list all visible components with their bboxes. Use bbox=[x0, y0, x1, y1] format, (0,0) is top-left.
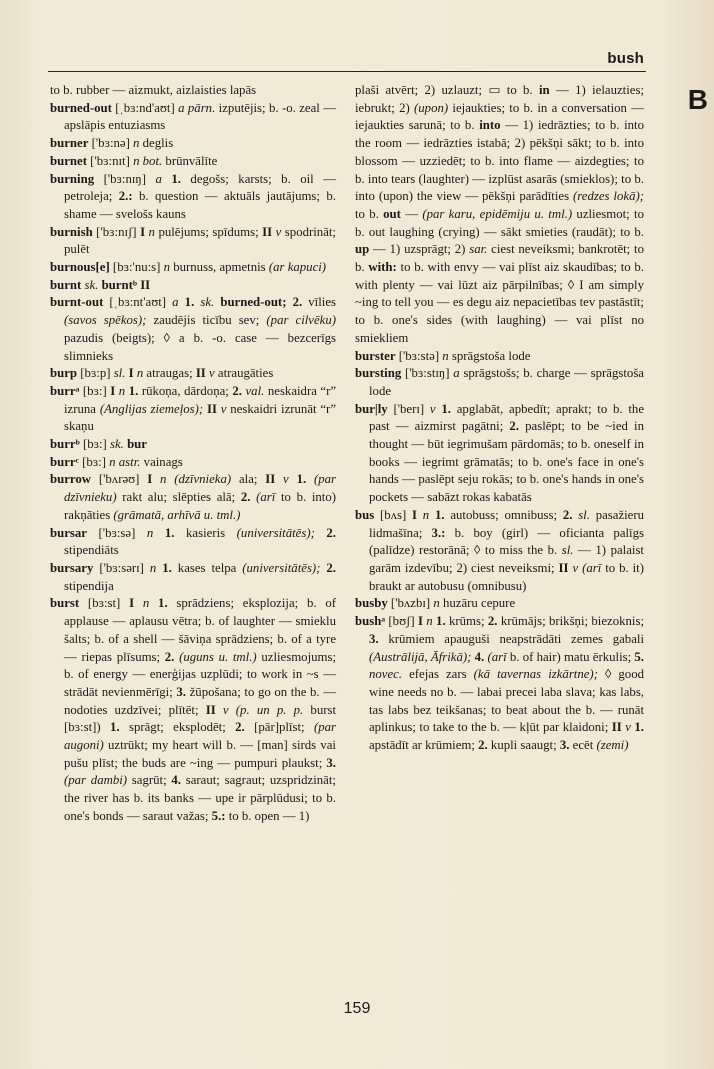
entry-text: pazudis (beigts); ◊ a b. -o. case — bezcerīgs slimnieks bbox=[64, 330, 336, 363]
bold-text: bursar bbox=[50, 525, 87, 540]
entry-text: [bʊʃ] bbox=[385, 614, 418, 629]
entry-text: [bɜ:] bbox=[79, 437, 110, 452]
italic-text: (arī bbox=[582, 560, 602, 575]
italic-text: v bbox=[625, 720, 631, 735]
italic-text: n bbox=[163, 260, 171, 275]
entry-text: sprāgt; eksplodēt; bbox=[119, 720, 236, 735]
bold-text: 1. bbox=[110, 720, 120, 735]
entry-text: ['bɜ:sərɪ] bbox=[93, 560, 150, 575]
italic-text: a pārn. bbox=[178, 100, 216, 115]
entry-text: ['bɜ:nɪŋ] bbox=[94, 171, 156, 186]
italic-text: novec. bbox=[369, 667, 403, 682]
italic-text: (ar kapuci) bbox=[268, 260, 327, 275]
entry-text: zaudējis ticību sev; bbox=[146, 313, 267, 328]
dictionary-entry bbox=[50, 294, 336, 365]
italic-text: (upon) bbox=[414, 100, 449, 115]
italic-text: (par cilvēku) bbox=[266, 313, 337, 328]
entry-text: deglis bbox=[139, 136, 174, 151]
entry-text: autobuss; omnibuss; bbox=[444, 507, 563, 522]
bold-text: 2. bbox=[326, 560, 337, 575]
entry-text bbox=[306, 472, 314, 486]
bold-text: busby bbox=[355, 596, 388, 611]
entry-text: [bɜ:] bbox=[79, 383, 111, 398]
bold-text: 1. bbox=[441, 401, 451, 416]
right-column bbox=[355, 82, 644, 755]
entry-text: b. question — aktuāls jautājums; b. shame — svelošs kauns bbox=[64, 189, 336, 221]
dictionary-entry bbox=[355, 365, 644, 400]
bold-text: 1. bbox=[128, 383, 139, 398]
entry-text: to b. into) rakņāties bbox=[64, 490, 337, 522]
italic-text: v bbox=[572, 560, 579, 575]
dictionary-entry bbox=[50, 135, 336, 153]
italic-text: (kā tavernas izkārtne); bbox=[473, 667, 598, 682]
italic-text: (universitātēs); bbox=[236, 525, 315, 540]
bold-text: II bbox=[611, 720, 622, 735]
bold-text: in bbox=[538, 83, 550, 97]
entry-text: burnuss, apmetnis bbox=[170, 260, 269, 275]
bold-text: II bbox=[205, 702, 216, 717]
entry-text: ['bɜ:sə] bbox=[86, 525, 147, 540]
bold-text: I bbox=[129, 596, 135, 611]
entry-text: kasieris bbox=[174, 525, 237, 540]
entry-text: [ˌbɜ:nt'aʊt] bbox=[103, 295, 173, 310]
running-head: bush bbox=[607, 50, 644, 67]
entry-text: sprāgstošs; b. charge — sprāgstoša lode bbox=[369, 366, 644, 398]
entry-text: spodrināt; pulēt bbox=[64, 224, 336, 257]
entry-text: žūpošana; to go on the b. — nodoties uzdzīvei; plītēt; bbox=[64, 684, 336, 717]
italic-text: n bbox=[148, 224, 155, 239]
entry-text: — 1) iedrāzties; to b. into the room — iedrāzties istabā; 2) pēkšņi sākt; to b. into blossom — uzziedēt; to b. into flame — aizdegties; to b. into tears (laughter) — izplūst asarās (smieklos); to b. into (upon) the view — pēkšņi parādīties bbox=[355, 118, 644, 204]
entry-text: ['bɜ:stɪŋ] bbox=[401, 366, 454, 381]
bold-text: 4. bbox=[171, 773, 181, 788]
dictionary-entry bbox=[50, 436, 336, 454]
bold-text: 1. bbox=[436, 614, 446, 629]
entry-text: ['bɜ:nɪt] bbox=[86, 153, 134, 168]
bold-text: 2. bbox=[509, 419, 519, 434]
bold-text: burned-out; bbox=[220, 295, 287, 310]
entry-text: uzliesmojums; b. of energy — enerģijas uzplūdi; to work in ~s — strādāt nevienmērīgi; bbox=[64, 649, 337, 699]
bold-text: burning bbox=[50, 171, 95, 186]
entry-text: to b. bbox=[355, 206, 384, 221]
bold-text: 1. bbox=[158, 596, 168, 611]
entry-text: [bɜ:st] bbox=[79, 596, 130, 611]
italic-text: (Anglijas ziemeļos); bbox=[99, 401, 204, 416]
italic-text: (p. un p. p. bbox=[235, 702, 304, 717]
italic-text: n bbox=[426, 614, 433, 629]
dictionary-entry bbox=[50, 383, 336, 436]
dictionary-entry bbox=[355, 507, 644, 596]
entry-text: krūmājs; brikšņi; biezoknis; bbox=[497, 614, 644, 629]
entry-text: huzāru cepure bbox=[439, 596, 516, 611]
italic-text: n bbox=[149, 560, 157, 575]
entry-continuation bbox=[50, 82, 336, 100]
entry-text bbox=[153, 526, 165, 540]
italic-text: v bbox=[429, 401, 436, 416]
italic-text: (par dambi) bbox=[64, 773, 128, 788]
italic-text: (grāmatā, arhīvā u. tml.) bbox=[113, 507, 241, 522]
italic-text: (par augoni) bbox=[64, 720, 336, 753]
entry-text: uztrūkt; my heart will b. — [man] sirds vai pušu plīst; the buds are ~ing — pumpuri plaukst; bbox=[64, 738, 336, 770]
bold-text: burntᵇ II bbox=[101, 277, 151, 292]
page-number: 159 bbox=[343, 1000, 371, 1017]
bold-text: burrow bbox=[50, 472, 92, 487]
bold-text: into bbox=[479, 118, 501, 133]
entry-text: [bɜ:] bbox=[78, 454, 110, 469]
italic-text: sk. bbox=[110, 437, 124, 452]
bold-text: II bbox=[195, 366, 206, 381]
bold-text: burned-out bbox=[50, 100, 112, 115]
entry-text: ◊ good wine needs no b. — labai precei laba slava; kas labs, tas labs bez teikšanas; to beat about the b. — runāt aplinkus; to take to the b. — kļūt par klaidoni; bbox=[369, 667, 644, 735]
bold-text: burnt-out bbox=[50, 295, 104, 310]
entry-text: ['bʌzbɪ] bbox=[387, 596, 434, 611]
italic-text: (Austrālijā, Āfrikā); bbox=[369, 649, 472, 664]
italic-text: sl. bbox=[561, 543, 574, 558]
bold-text: 2.: bbox=[118, 189, 133, 204]
italic-text: n bbox=[146, 525, 154, 540]
italic-text: n bbox=[442, 348, 449, 363]
bold-text: up bbox=[355, 242, 370, 257]
italic-text: v bbox=[222, 702, 229, 717]
italic-text: sk. bbox=[200, 295, 215, 310]
dictionary-entry bbox=[355, 348, 644, 366]
bold-text: 1. bbox=[162, 560, 172, 575]
entry-text: to b. it) braukt ar autobusu (omnibusu) bbox=[369, 560, 644, 593]
italic-text: sk. bbox=[84, 277, 99, 292]
bold-text: out bbox=[383, 206, 401, 221]
entry-text bbox=[315, 526, 327, 540]
bold-text: 1. bbox=[296, 472, 307, 487]
bold-text: I bbox=[147, 472, 153, 487]
entry-text: krūmiem apauguši neapstrādāti zemes gabali bbox=[378, 631, 644, 646]
bold-text: II bbox=[262, 224, 273, 239]
dictionary-entry bbox=[50, 454, 336, 472]
entry-text bbox=[216, 703, 223, 717]
italic-text: n bbox=[118, 383, 126, 398]
dictionary-entry bbox=[355, 401, 644, 507]
bold-text: I bbox=[128, 366, 134, 381]
entry-text: neskaidra “r” izruna bbox=[64, 383, 337, 416]
letter-tab: B bbox=[687, 84, 708, 115]
bold-text: burner bbox=[50, 136, 89, 151]
left-column bbox=[50, 82, 336, 826]
bold-text: burster bbox=[355, 348, 396, 363]
entry-text: atraugāties bbox=[214, 366, 274, 381]
bold-text: 2. bbox=[326, 525, 336, 540]
bold-text: burnish bbox=[50, 224, 93, 239]
italic-text: v bbox=[220, 401, 227, 416]
bold-text: I bbox=[412, 507, 418, 522]
bold-text: 1. bbox=[171, 171, 181, 186]
italic-text: n bot. bbox=[133, 153, 163, 168]
bold-text: bushᵃ bbox=[355, 614, 386, 629]
italic-text: n bbox=[142, 596, 150, 611]
italic-text: n bbox=[160, 472, 167, 487]
entry-text: apglabāt, apbedīt; aprakt; to b. the past — aizmirst pagātni; bbox=[369, 401, 644, 434]
bold-text: 2. bbox=[232, 383, 242, 398]
entry-text: ['bʌrəʊ] bbox=[91, 472, 148, 487]
entry-text: [bʌs] bbox=[374, 507, 413, 522]
entry-text: [pār]plīst; bbox=[244, 720, 314, 735]
italic-text: (savos spēkos); bbox=[64, 313, 147, 328]
italic-text: (arī bbox=[487, 649, 507, 664]
dictionary-entry bbox=[50, 100, 336, 135]
bold-text: II bbox=[558, 560, 569, 575]
dictionary-entry bbox=[50, 153, 336, 171]
bold-text: 2. bbox=[164, 649, 175, 664]
italic-text: n bbox=[422, 507, 430, 522]
bold-text: burnt bbox=[50, 277, 82, 292]
entry-text: ecēt bbox=[569, 738, 597, 753]
entry-text: pulējums; spīdums; bbox=[154, 224, 263, 239]
entry-text: sagrūt; bbox=[127, 773, 172, 788]
italic-text: (zemi) bbox=[596, 738, 629, 753]
bold-text: 2. bbox=[562, 507, 573, 522]
bold-text: I bbox=[110, 383, 116, 398]
italic-text: a bbox=[453, 366, 460, 381]
italic-text: v bbox=[275, 224, 282, 239]
entry-text bbox=[152, 472, 160, 486]
bold-text: burp bbox=[50, 366, 78, 381]
bold-text: II bbox=[206, 401, 217, 416]
entry-text: brūnvālīte bbox=[162, 153, 218, 168]
italic-text: sl. bbox=[113, 366, 126, 381]
bold-text: 3. bbox=[176, 684, 187, 699]
bold-text: burrᵃ bbox=[50, 383, 80, 398]
bold-text: bur bbox=[127, 437, 147, 452]
dictionary-entry bbox=[50, 525, 336, 560]
italic-text: n bbox=[133, 136, 140, 151]
entry-text bbox=[229, 703, 236, 717]
entry-text: sprāgstoša lode bbox=[448, 348, 531, 363]
italic-text: (arī bbox=[256, 490, 276, 505]
bold-text: 3. bbox=[559, 738, 570, 753]
entry-text: ala; bbox=[231, 472, 266, 487]
dictionary-entry bbox=[50, 259, 336, 277]
italic-text: sar. bbox=[469, 242, 488, 257]
entry-text bbox=[162, 172, 171, 186]
entry-text: paslēpt; to be ~ied in thought — būt iegrimušam pārdomās; to b. oneself in books — iegrimt grāmatās; to b. one's face in one's hands — paslēpt seju rokās; to b. one's hands in one's pockets — sabāzt rokas kabatās bbox=[369, 419, 645, 505]
entry-text: rūkoņa, dārdoņa; bbox=[138, 383, 233, 398]
italic-text: val. bbox=[245, 383, 265, 398]
entry-continuation bbox=[355, 82, 644, 348]
entry-text bbox=[134, 596, 143, 610]
bold-text: 2. bbox=[240, 490, 251, 505]
entry-text: pasažieru lidmašīna; bbox=[369, 507, 645, 540]
entry-text: ciest neveiksmi; bankrotēt; to b. bbox=[355, 242, 644, 275]
entry-text: to b. with envy — vai plīst aiz skaudības; to b. with plenty — vai lūzt aiz pārpilnības; ◊ I am simply ~ing to tell you — es degu aiz nepacietības tev pastāstīt; to b. one's sides (with laughing) — vai plīst no smiekliem bbox=[355, 260, 645, 345]
italic-text: a bbox=[172, 295, 179, 310]
bold-text: burnous[e] bbox=[50, 260, 110, 275]
bold-text: burnet bbox=[50, 153, 87, 168]
dictionary-entry bbox=[50, 277, 336, 295]
entry-text: stipendija bbox=[64, 578, 114, 593]
bold-text: 5.: bbox=[211, 808, 226, 823]
bold-text: 2. bbox=[235, 720, 245, 735]
bold-text: 2. bbox=[487, 614, 498, 629]
dictionary-entry bbox=[50, 471, 336, 524]
entry-text bbox=[149, 596, 158, 610]
bold-text: bursary bbox=[50, 560, 94, 575]
header-rule bbox=[48, 71, 646, 72]
entry-text: krūms; bbox=[445, 614, 488, 629]
italic-text: n bbox=[136, 366, 144, 381]
entry-text: sprādziens; eksplozija; b. of applause — aplausu vētra; b. of laughter — smieklu šalts; b. of a shell — šāviņa sprādziens; b. of a tyre — riepas plīsums; bbox=[64, 596, 337, 664]
dictionary-entry bbox=[355, 595, 644, 613]
italic-text: (par karu, epidēmiju u. tml.) bbox=[422, 206, 573, 221]
bold-text: 1. bbox=[634, 720, 644, 735]
italic-text: v bbox=[283, 472, 289, 487]
bold-text: 2. bbox=[292, 295, 303, 310]
bold-text: bursting bbox=[355, 366, 402, 381]
entry-text: plaši atvērt; 2) uzlauzt; ▭ to b. bbox=[355, 83, 539, 97]
entry-text: ['berɪ] bbox=[387, 401, 430, 416]
italic-text: n astr. bbox=[109, 454, 141, 469]
entry-text: kupli saaugt; bbox=[487, 738, 560, 753]
bold-text: 2. bbox=[478, 738, 488, 753]
entry-text: apstādīt ar krūmiem; bbox=[369, 738, 479, 753]
dictionary-entry bbox=[50, 560, 336, 595]
dictionary-entry bbox=[50, 171, 336, 224]
italic-text: v bbox=[209, 366, 215, 381]
entry-text: uzliesmot; to b. out laughing (crying) — sākt smieties (raudāt); to b. bbox=[355, 206, 644, 239]
entry-text: [bɜ:'nu:s] bbox=[109, 260, 164, 275]
entry-text: efejas zars bbox=[402, 667, 474, 682]
dictionary-entry bbox=[355, 613, 644, 755]
entry-text: ['bɜ:stə] bbox=[395, 348, 443, 363]
italic-text: (redzes lokā); bbox=[573, 189, 644, 204]
entry-text: degošs; karsts; b. oil — petroleja; bbox=[64, 171, 336, 204]
entry-text: ['bɜ:nɪʃ] bbox=[92, 224, 141, 239]
bold-text: 1. bbox=[184, 295, 195, 310]
bold-text: 3. bbox=[326, 755, 336, 770]
bold-text: 4. bbox=[474, 649, 485, 664]
italic-text: (dzīvnieka) bbox=[174, 472, 232, 487]
entry-text: rakt alu; slēpties alā; bbox=[116, 490, 241, 505]
bold-text: bus bbox=[355, 507, 375, 522]
entry-text: b. boy (girl) — oficianta palīgs (palīdze) restorānā; ◊ to miss the b. bbox=[369, 525, 644, 558]
bold-text: 3. bbox=[369, 631, 379, 646]
bold-text: 1. bbox=[434, 507, 445, 522]
bold-text: burrᶜ bbox=[50, 454, 79, 469]
italic-text: (uguns u. tml.) bbox=[179, 649, 257, 664]
dictionary-entry bbox=[50, 224, 336, 259]
entry-text: izputējis; b. -o. zeal — apslāpis entuziasms bbox=[64, 100, 336, 133]
entry-text: stipendiāts bbox=[64, 543, 119, 558]
dictionary-entry bbox=[50, 595, 336, 825]
italic-text: a bbox=[155, 171, 162, 186]
entry-text: vīlies bbox=[302, 295, 336, 310]
bold-text: bur|ly bbox=[355, 401, 388, 416]
entry-text: atraugas; bbox=[143, 366, 196, 381]
italic-text: n bbox=[433, 596, 440, 611]
bold-text: burst bbox=[50, 596, 80, 611]
bold-text: burrᵇ bbox=[50, 437, 80, 452]
entry-text: [bɜ:p] bbox=[77, 366, 114, 381]
entry-text: iejaukties; to b. in a conversation — iejaukties sarunā; to b. bbox=[355, 100, 644, 133]
bold-text: I bbox=[417, 614, 423, 629]
entry-text: vainags bbox=[140, 454, 183, 469]
entry-text: — 1) uzsprāgt; 2) bbox=[369, 242, 470, 257]
entry-text: [ˌbɜ:nd'aʊt] bbox=[111, 100, 179, 115]
entry-text: b. of hair) matu ērkulis; bbox=[506, 649, 635, 664]
entry-text: to b. rubber — aizmukt, aizlaisties lapās bbox=[50, 83, 257, 97]
entry-text: — 1) ielauzties; iebrukt; 2) bbox=[355, 83, 644, 115]
italic-text: sl. bbox=[578, 507, 590, 522]
bold-text: II bbox=[265, 472, 276, 487]
entry-text: ['bɜ:nə] bbox=[88, 136, 134, 151]
bold-text: 5. bbox=[634, 649, 644, 664]
entry-text: burst [bɜ:st]) bbox=[64, 702, 337, 735]
italic-text: (universitātēs); bbox=[242, 560, 321, 575]
bold-text: with: bbox=[368, 260, 397, 275]
entry-text bbox=[289, 472, 297, 486]
entry-text: neskaidri izrunāt “r” skaņu bbox=[64, 401, 336, 434]
entry-text: kases telpa bbox=[171, 560, 243, 575]
entry-text bbox=[275, 472, 283, 486]
bold-text: 3.: bbox=[431, 525, 446, 540]
bold-text: I bbox=[140, 224, 146, 239]
entry-text: saraut; sagraut; uzspridzināt; the river has b. its banks — upe ir pārplūdusi; to b. one's bonds — saraut važas; bbox=[64, 773, 336, 823]
italic-text: (par dzīvnieku) bbox=[64, 472, 337, 505]
bold-text: 1. bbox=[164, 525, 175, 540]
entry-text: — bbox=[400, 206, 423, 221]
entry-text: — 1) palaist garām izdevību; 2) ciest neveiksmi; bbox=[369, 543, 644, 575]
dictionary-entry bbox=[50, 365, 336, 383]
entry-text: to b. open — 1) bbox=[225, 808, 310, 823]
